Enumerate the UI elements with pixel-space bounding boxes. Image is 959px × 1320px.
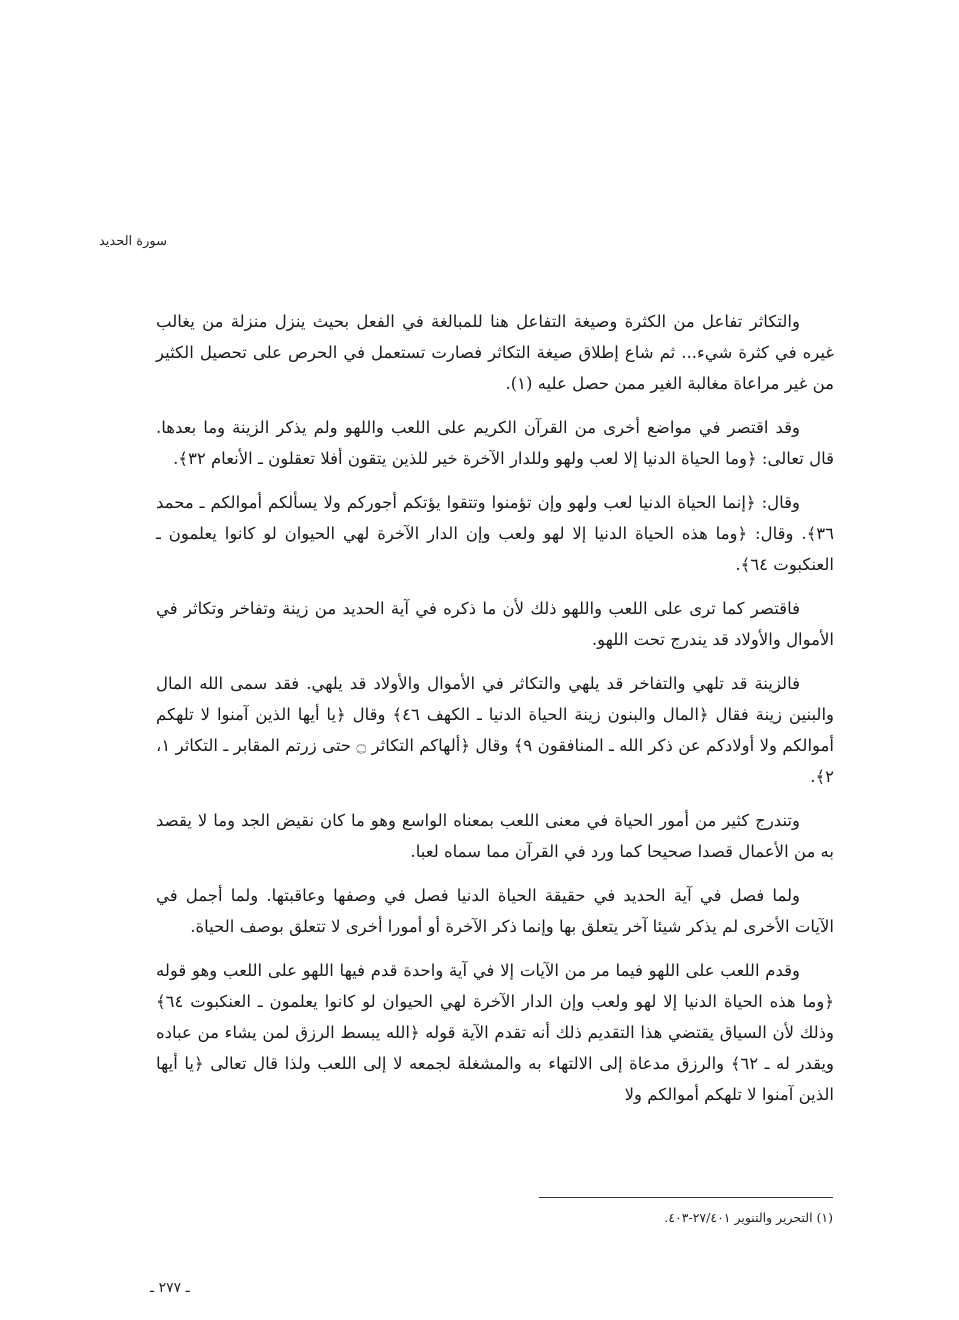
paragraph-1: والتكاثر تفاعل من الكثرة وصيغة التفاعل هنا للمبالغة في الفعل بحيث ينزل منزلة من يغالب غيره في كثرة شيء... ثم شاع إطلاق صيغة التكاثر فصارت تستعمل في الحرص على تحصيل الكثير من غير مراعاة مغالبة الغير ممن حصل عليه (١). xyxy=(156,312,834,393)
page-number: ـ ٢٧٧ ـ xyxy=(150,1280,190,1296)
main-text xyxy=(156,306,834,1110)
paragraph-2: وقد اقتصر في مواضع أخرى من القرآن الكريم على اللعب واللهو ولم يذكر الزينة وما بعدها. قال تعالى: ﴿وما الحياة الدنيا إلا لعب ولهو وللدار الآخرة خير للذين يتقون أفلا تعقلون ـ الأنعام ٣٢﴾. xyxy=(156,418,834,468)
running-head-title: سورة الحديد xyxy=(98,234,167,249)
paragraph-3: وقال: ﴿إنما الحياة الدنيا لعب ولهو وإن تؤمنوا وتتقوا يؤتكم أجوركم ولا يسألكم أموالكم ـ محمد ٣٦﴾. وقال: ﴿وما هذه الحياة الدنيا إلا لهو ولعب وإن الدار الآخرة لهي الحيوان لو كانوا يعلمون ـ العنكبوت ٦٤﴾. xyxy=(156,493,834,574)
paragraph-4: فاقتصر كما ترى على اللعب واللهو ذلك لأن ما ذكره في آية الحديد من زينة وتفاخر وتكاثر في الأموال والأولاد قد يندرج تحت اللهو. xyxy=(156,599,834,649)
paragraph-8: وقدم اللعب على اللهو فيما مر من الآيات إلا في آية واحدة قدم فيها اللهو على اللعب وهو قوله ﴿وما هذه الحياة الدنيا إلا لهو ولعب وإن الدار الآخرة لهي الحيوان لو كانوا يعلمون ـ العنكبوت ٦٤﴾ وذلك لأن السياق يقتضي هذا التقديم ذلك أنه تقدم الآية قوله ﴿الله يبسط الرزق لمن يشاء من عباده ويقدر له ـ ٦٢﴾ والرزق مدعاة إلى الالتهاء به والمشغلة لجمعه لا إلى اللعب ولذا قال تعالى ﴿يا أيها الذين آمنوا لا تلهكم أموالكم ولا xyxy=(156,961,834,1104)
footnote-divider xyxy=(539,1197,833,1198)
paragraph-6: وتندرج كثير من أمور الحياة في معنى اللعب بمعناه الواسع وهو ما كان نقيض الجد وما لا يقصد به من الأعمال قصدا صحيحا كما ورد في القرآن مما سماه لعبا. xyxy=(156,811,834,861)
paragraph-7: ولما فصل في آية الحديد في حقيقة الحياة الدنيا فصل في وصفها وعاقبتها. ولما أجمل في الآيات الأخرى لم يذكر شيئا آخر يتعلق بها وإنما ذكر الآخرة أو أمورا أخرى لا تتعلق بوصف الحياة. xyxy=(156,886,834,936)
paragraph-5: فالزينة قد تلهي والتفاخر قد يلهي والتكاثر في الأموال والأولاد قد يلهي. فقد سمى الله المال والبنين زينة فقال ﴿المال والبنون زينة الحياة الدنيا ـ الكهف ٤٦﴾ وقال ﴿يا أيها الذين آمنوا لا تلهكم أموالكم ولا أولادكم عن ذكر الله ـ المنافقون ٩﴾ وقال ﴿ألهاكم التكاثر ۝ حتى زرتم المقابر ـ التكاثر ١، ٢﴾. xyxy=(156,674,834,786)
footnote: (١) التحرير والتنوير ٢٧/٤٠١-٤٠٣. xyxy=(664,1210,833,1225)
